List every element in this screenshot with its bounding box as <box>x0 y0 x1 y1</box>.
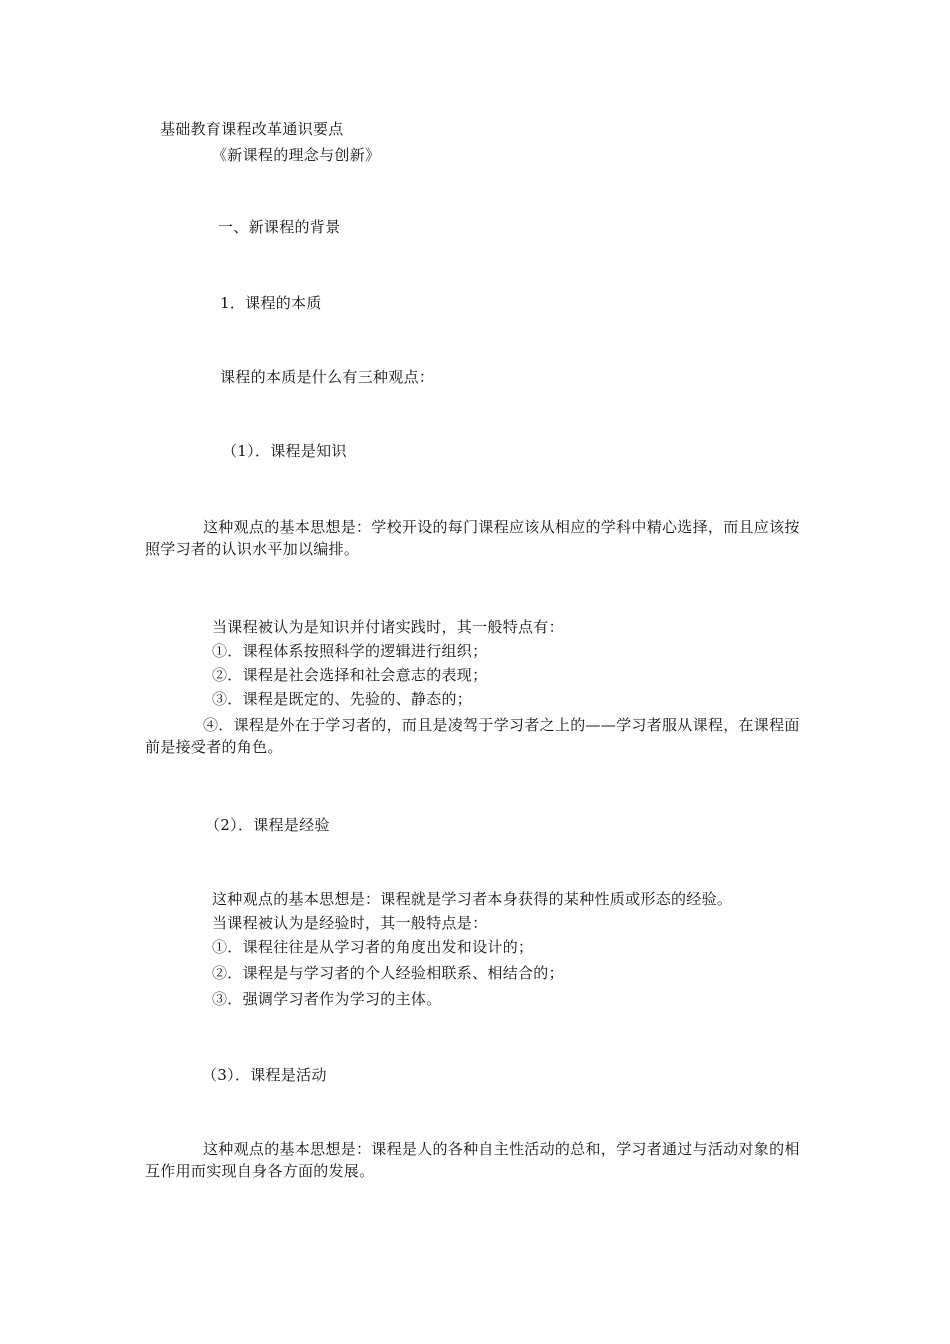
view2-feature-item: ②．课程是与学习者的个人经验相联系、相结合的； <box>212 964 564 982</box>
view2-heading: （2）．课程是经验 <box>205 816 330 834</box>
view1-feature4-text: ④．课程是外在于学习者的，而且是凌驾于学习者之上的——学习者服从课程，在课程面前是接受者的角色。 <box>145 716 800 756</box>
view2-feature-item: ③．强调学习者作为学习的主体。 <box>212 990 442 1008</box>
document-title: 基础教育课程改革通识要点 <box>160 120 344 138</box>
view1-feature-item: ③．课程是既定的、先验的、静态的； <box>212 690 473 708</box>
view1-heading: （1）．课程是知识 <box>222 442 347 460</box>
subsection-heading: 1．课程的本质 <box>220 294 322 312</box>
view1-feature-item: ②．课程是社会选择和社会意志的表现； <box>212 666 488 684</box>
view3-heading: （3）．课程是活动 <box>202 1066 327 1084</box>
view1-idea-text: 这种观点的基本思想是：学校开设的每门课程应该从相应的学科中精心选择，而且应该按照学习者的认识水平加以编排。 <box>145 518 800 558</box>
intro-text: 课程的本质是什么有三种观点： <box>220 368 435 386</box>
document-subtitle: 《新课程的理念与创新》 <box>212 146 381 164</box>
view1-idea-paragraph <box>145 516 810 560</box>
view2-features-intro: 当课程被认为是经验时，其一般特点是： <box>212 914 488 932</box>
view2-idea-text: 这种观点的基本思想是：课程就是学习者本身获得的某种性质或形态的经验。 <box>212 890 733 908</box>
view3-idea-text: 这种观点的基本思想是：课程是人的各种自主性活动的总和，学习者通过与活动对象的相互作用而实现自身各方面的发展。 <box>145 1140 800 1180</box>
view3-idea-paragraph <box>145 1138 810 1182</box>
view1-feature-item: ①．课程体系按照科学的逻辑进行组织； <box>212 642 488 660</box>
section-heading: 一、新课程的背景 <box>218 218 341 236</box>
view1-feature4-paragraph <box>145 714 810 758</box>
view2-feature-item: ①．课程往往是从学习者的角度出发和设计的； <box>212 938 534 956</box>
view1-features-intro: 当课程被认为是知识并付诸实践时，其一般特点有： <box>212 618 564 636</box>
